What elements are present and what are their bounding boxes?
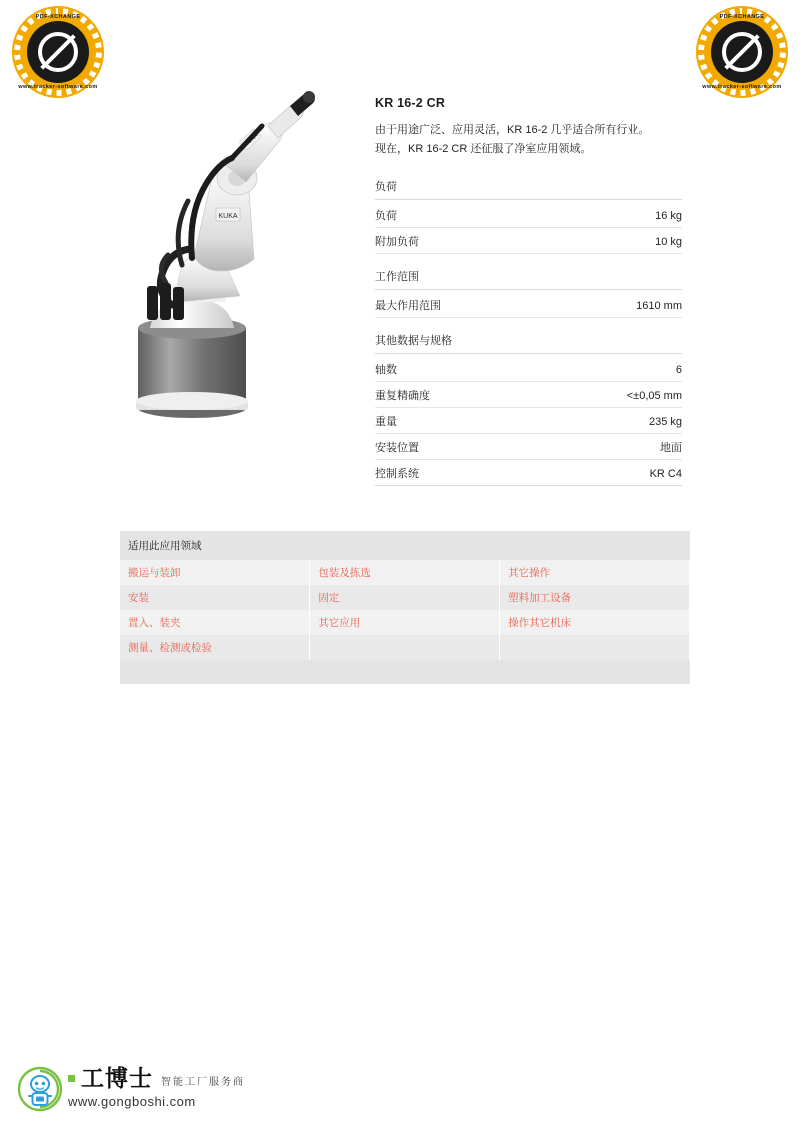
spec-row bbox=[375, 292, 682, 318]
application-cell[interactable]: 固定 bbox=[310, 585, 500, 610]
spec-label: 最大作用范围 bbox=[375, 299, 441, 312]
spec-row bbox=[375, 356, 682, 382]
footer-text-block bbox=[68, 1065, 245, 1109]
spec-row bbox=[375, 408, 682, 434]
spec-row bbox=[375, 228, 682, 254]
spec-section-title: 负荷 bbox=[375, 178, 682, 200]
application-cell[interactable]: 测量、检测或检验 bbox=[120, 635, 310, 660]
robot-product-image bbox=[120, 90, 350, 435]
stamp-top-text: PDF-XCHANGE bbox=[35, 14, 81, 20]
table-row bbox=[120, 610, 690, 635]
spec-value: 10 kg bbox=[655, 235, 682, 248]
spec-label: 重量 bbox=[375, 415, 397, 428]
spec-value: 地面 bbox=[660, 441, 682, 454]
table-row bbox=[120, 560, 690, 585]
spec-value: <±0,05 mm bbox=[626, 389, 682, 402]
stamp-bottom-text: www.tracker-software.com bbox=[18, 84, 98, 90]
footer-tagline: 智能工厂服务商 bbox=[161, 1076, 245, 1088]
product-description-line-1: 由于用途广泛、应用灵活，KR 16-2 几乎适合所有行业。 bbox=[375, 124, 650, 136]
applications-table-header: 适用此应用领域 bbox=[120, 531, 690, 560]
spec-value: 16 kg bbox=[655, 209, 682, 222]
spec-section-title: 其他数据与规格 bbox=[375, 332, 682, 354]
footer-url[interactable]: www.gongboshi.com bbox=[68, 1094, 196, 1109]
spec-label: 轴数 bbox=[375, 363, 397, 376]
applications-table bbox=[120, 531, 690, 684]
spec-section-other-data bbox=[375, 332, 682, 486]
applications-table-footer-row bbox=[120, 660, 690, 684]
table-row bbox=[120, 635, 690, 660]
applications-table-header-row bbox=[120, 531, 690, 560]
table-row bbox=[120, 585, 690, 610]
svg-text:KUKA: KUKA bbox=[243, 132, 260, 149]
spec-label: 控制系统 bbox=[375, 467, 419, 480]
application-cell[interactable]: 安装 bbox=[120, 585, 310, 610]
spec-label: 重复精确度 bbox=[375, 389, 430, 402]
stamp-bottom-text: www.tracker-software.com bbox=[702, 84, 782, 90]
spec-section-title: 工作范围 bbox=[375, 268, 682, 290]
application-cell bbox=[310, 635, 500, 660]
application-cell[interactable]: 其它操作 bbox=[500, 560, 690, 585]
spec-section-working-range bbox=[375, 268, 682, 318]
spec-value: 1610 mm bbox=[636, 299, 682, 312]
spec-label: 安装位置 bbox=[375, 441, 419, 454]
application-cell[interactable]: 其它应用 bbox=[310, 610, 500, 635]
spec-row bbox=[375, 382, 682, 408]
spec-value: 6 bbox=[675, 363, 682, 376]
application-cell[interactable]: 搬运与装卸 bbox=[120, 560, 310, 585]
spec-label: 负荷 bbox=[375, 209, 397, 222]
spec-row bbox=[375, 460, 682, 486]
spec-value: 235 kg bbox=[648, 415, 682, 428]
application-cell[interactable]: 置入、装夹 bbox=[120, 610, 310, 635]
application-cell[interactable]: 包装及拣选 bbox=[310, 560, 500, 585]
application-cell[interactable]: 塑料加工设备 bbox=[500, 585, 690, 610]
specification-panel bbox=[375, 96, 682, 500]
application-cell[interactable]: 操作其它机床 bbox=[500, 610, 690, 635]
product-description-line-2: 现在，KR 16-2 CR 还征服了净室应用领域。 bbox=[375, 143, 592, 156]
square-bullet-icon bbox=[68, 1075, 75, 1082]
spec-section-payload bbox=[375, 178, 682, 254]
watermark-stamp-right bbox=[698, 8, 786, 96]
spec-value: KR C4 bbox=[649, 467, 682, 480]
page-title: KR 16-2 CR bbox=[375, 96, 446, 110]
application-cell bbox=[500, 635, 690, 660]
spec-label: 附加负荷 bbox=[375, 235, 419, 248]
spec-row bbox=[375, 202, 682, 228]
mascot-icon bbox=[18, 1065, 62, 1113]
applications-table-footer bbox=[120, 660, 690, 684]
svg-text:KUKA: KUKA bbox=[218, 213, 238, 220]
product-description bbox=[375, 121, 682, 160]
footer-logo bbox=[18, 1065, 245, 1113]
footer-brand: 工博士 bbox=[81, 1065, 153, 1091]
spec-row bbox=[375, 434, 682, 460]
stamp-top-text: PDF-XCHANGE bbox=[719, 14, 765, 20]
footer-title-row bbox=[68, 1067, 245, 1090]
watermark-stamp-left bbox=[14, 8, 102, 96]
